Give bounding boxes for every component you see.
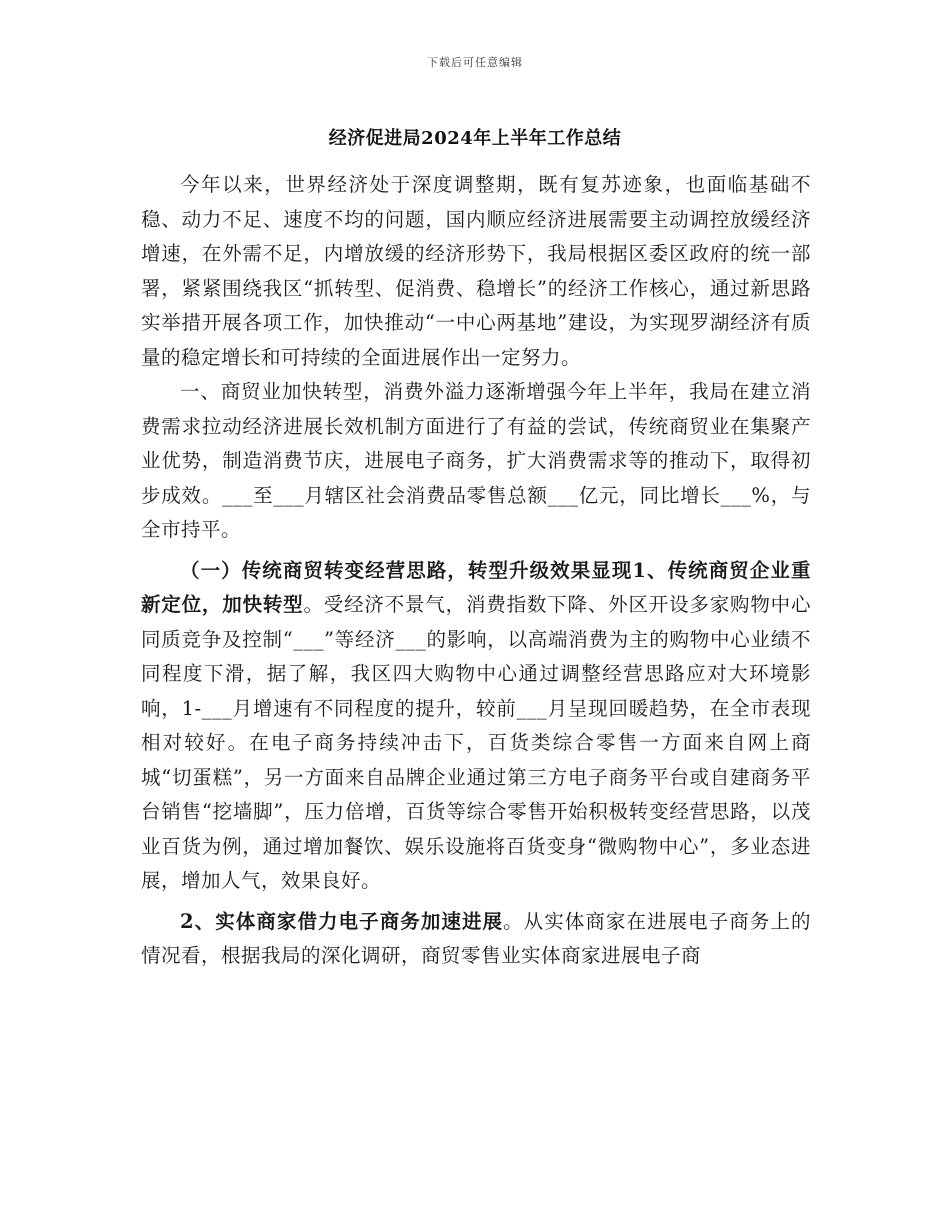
document-body: [141, 168, 811, 974]
paragraph-section-one: 一、商贸业加快转型，消费外溢力逐渐增强今年上半年，我局在建立消费需求拉动经济进展长效机制方面进行了有益的尝试，传统商贸业在集聚产业优势，制造消费节庆，进展电子商务，扩大消费需求等的推动下，取得初步成效。___至___月辖区社会消费品零售总额___亿元，同比增长___%，与全市持平。: [141, 380, 811, 541]
subsection-one-heading: （一）传统商贸转变经营思路，转型升级效果显现1、传统商贸企业重新定位，加快转型: [141, 558, 811, 616]
subsection-one-text: 。受经济不景气，消费指数下降、外区开设多家购物中心同质竞争及控制“___”等经济___的影响，以高端消费为主的购物中心业绩不同程度下滑，据了解，我区四大购物中心通过调整经营思路应对大环境影响，1-___月增速有不同程度的提升，较前___月呈现回暖趋势，在全市表现相对较好。在电子商务持续冲击下，百货类综合零售一方面来自网上商城“切蛋糕”，另一方面来自品牌企业通过第三方电子商务平台或自建商务平台销售“挖墙脚”，压力倍增，百货等综合零售开始积极转变经营思路，以茂业百货为例，通过增加餐饮、娱乐设施将百货变身“微购物中心”，多业态进展，增加人气，效果良好。: [141, 593, 811, 892]
item-two-text: 。从实体商家在进展电子商务上的情况看，根据我局的深化调研，商贸零售业实体商家进展电子商: [141, 909, 811, 967]
paragraph-intro: 今年以来，世界经济处于深度调整期，既有复苏迹象，也面临基础不稳、动力不足、速度不均的问题，国内顺应经济进展需要主动调控放缓经济增速，在外需不足，内增放缓的经济形势下，我局根据区委区政府的统一部署，紧紧围绕我区“抓转型、促消费、稳增长”的经济工作核心，通过新思路实举措开展各项工作，加快推动“一中心两基地”建设，为实现罗湖经济有质量的稳定增长和可持续的全面进展作出一定努力。: [141, 173, 811, 369]
header-note: 下载后可任意编辑: [427, 56, 523, 69]
item-two-heading: 2、实体商家借力电子商务加速进展: [180, 909, 504, 933]
document-title: 经济促进局2024年上半年工作总结: [328, 128, 622, 149]
paragraph-subsection-one: [141, 554, 811, 899]
paragraph-item-two: [141, 905, 811, 974]
